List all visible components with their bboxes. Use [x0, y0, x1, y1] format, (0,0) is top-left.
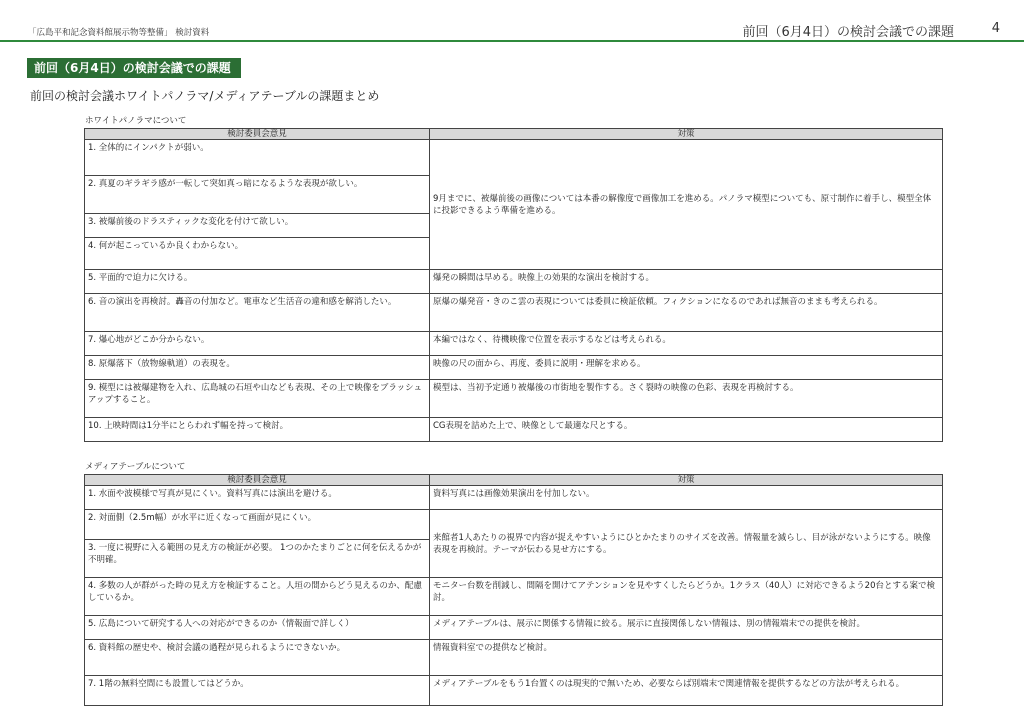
mediatable-measure-7: メディアテーブルをもう1台置くのは現実的で無いため、必要ならば別端末で関連情報を提供するなどの方法が考えられる。: [430, 676, 943, 706]
mediatable-opinion-7: 7. 1階の無料空間にも設置してはどうか。: [85, 676, 430, 706]
panorama-opinion-6: 6. 音の演出を再検討。轟音の付加など。電車など生活音の違和感を解消したい。: [85, 294, 430, 332]
panorama-opinion-2: 2. 真夏のギラギラ感が一転して突如真っ暗になるような表現が欲しい。: [85, 176, 430, 214]
panorama-measure-1-4: 9月までに、被爆前後の画像については本番の解像度で画像加工を進める。パノラマ模型についても、原寸制作に着手し、模型全体に投影できるよう準備を進める。: [430, 140, 943, 270]
mediatable-measure-4: モニター台数を削減し、間隔を開けてアテンションを見やすくしたらどうか。1クラス（40人）に対応できるよう20台とする案で検討。: [430, 578, 943, 616]
mediatable-opinion-1: 1. 水面や波模様で写真が見にくい。資料写真には演出を避ける。: [85, 486, 430, 510]
page-number: 4: [991, 21, 1000, 36]
mediatable-opinion-4: 4. 多数の人が群がった時の見え方を検証すること。人垣の間からどう見えるのか、配慮しているか。: [85, 578, 430, 616]
panorama-measure-9: 模型は、当初予定通り被爆後の市街地を製作する。さく裂時の映像の色彩、表現を再検討する。: [430, 380, 943, 418]
panorama-measure-5: 爆発の瞬間は早める。映像上の効果的な演出を検討する。: [430, 270, 943, 294]
page-subtitle: 前回の検討会議ホワイトパノラマ/メディアテーブルの課題まとめ: [30, 89, 380, 103]
section-label-panorama: ホワイトパノラマについて: [85, 116, 187, 126]
document-header-title: 「広島平和記念資料館展示物等整備」 検討資料: [28, 28, 210, 38]
mediatable-header-measure: 対策: [430, 475, 943, 486]
panorama-opinion-3: 3. 被爆前後のドラスティックな変化を付けて欲しい。: [85, 214, 430, 238]
mediatable-header-opinion: 検討委員会意見: [85, 475, 430, 486]
panorama-opinion-1: 1. 全体的にインパクトが弱い。: [85, 140, 430, 176]
panorama-header-measure: 対策: [430, 129, 943, 140]
page-title: 前回（6月4日）の検討会議での課題: [27, 58, 241, 78]
mediatable-opinion-6: 6. 資料館の歴史や、検討会議の過程が見られるようにできないか。: [85, 640, 430, 676]
section-label-mediatable: メディアテーブルについて: [85, 462, 186, 472]
panorama-opinion-10: 10. 上映時間は1分半にとらわれず幅を持って検討。: [85, 418, 430, 442]
mediatable-measure-1: 資料写真には画像効果演出を付加しない。: [430, 486, 943, 510]
mediatable-table: [84, 474, 943, 706]
panorama-opinion-7: 7. 爆心地がどこか分からない。: [85, 332, 430, 356]
panorama-measure-8: 映像の尺の面から、再度、委員に説明・理解を求める。: [430, 356, 943, 380]
panorama-opinion-8: 8. 原爆落下（放物線軌道）の表現を。: [85, 356, 430, 380]
panorama-table: [84, 128, 943, 442]
header-divider: [0, 40, 1024, 42]
panorama-measure-10: CG表現を詰めた上で、映像として最適な尺とする。: [430, 418, 943, 442]
panorama-measure-6: 原爆の爆発音・きのこ雲の表現については委員に検証依頼。フィクションになるのであれば無音のままも考えられる。: [430, 294, 943, 332]
mediatable-measure-6: 情報資料室での提供など検討。: [430, 640, 943, 676]
panorama-measure-7: 本編ではなく、待機映像で位置を表示するなどは考えられる。: [430, 332, 943, 356]
mediatable-measure-2-3: 来館者1人あたりの視界で内容が捉えやすいようにひとかたまりのサイズを改善。情報量を減らし、目が泳がないようにする。映像表現を再検討。テーマが伝わる見せ方にする。: [430, 510, 943, 578]
panorama-opinion-5: 5. 平面的で迫力に欠ける。: [85, 270, 430, 294]
panorama-header-opinion: 検討委員会意見: [85, 129, 430, 140]
mediatable-opinion-3: 3. 一度に視野に入る範囲の見え方の検証が必要。 1つのかたまりごとに何を伝えるかが不明確。: [85, 540, 430, 578]
panorama-opinion-4: 4. 何が起こっているか良くわからない。: [85, 238, 430, 270]
mediatable-measure-5: メディアテーブルは、展示に関係する情報に絞る。展示に直接関係しない情報は、別の情報端末での提供を検討。: [430, 616, 943, 640]
mediatable-opinion-2: 2. 対面側（2.5m幅）が水平に近くなって画面が見にくい。: [85, 510, 430, 540]
mediatable-opinion-5: 5. 広島について研究する人への対応ができるのか（情報面で詳しく）: [85, 616, 430, 640]
panorama-opinion-9: 9. 模型には被爆建物を入れ、広島城の石垣や山なども表現、その上で映像をブラッシュアップすること。: [85, 380, 430, 418]
page-header-section: 前回（6月4日）の検討会議での課題: [742, 25, 954, 40]
